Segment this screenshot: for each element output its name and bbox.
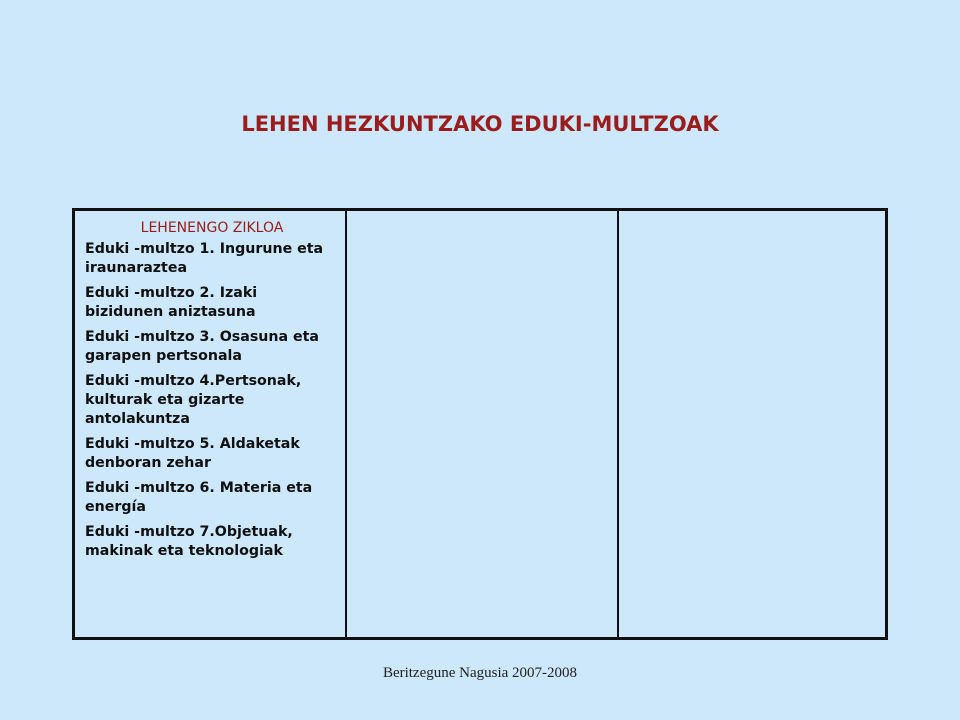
list-item: Eduki -multzo 1. Ingurune eta iraunaraztea (85, 241, 324, 276)
list-item: Eduki -multzo 5. Aldaketak denboran zehar (85, 436, 300, 471)
table-column-empty-third (619, 211, 885, 637)
table-column-first-cycle (75, 211, 347, 637)
cycle-heading: LEHENENGO ZIKLOA (140, 220, 284, 236)
slide-footer: Beritzegune Nagusia 2007-2008 (382, 665, 578, 681)
content-table (72, 208, 888, 640)
list-item: Eduki -multzo 7.Objetuak, makinak eta teknologiak (85, 524, 293, 559)
content-block-list (85, 240, 339, 561)
list-item: Eduki -multzo 2. Izaki bizidunen aniztasuna (85, 285, 258, 320)
list-item: Eduki -multzo 6. Materia eta energía (85, 480, 313, 515)
slide-title: LEHEN HEZKUNTZAKO EDUKI-MULTZOAK (241, 112, 719, 136)
list-item: Eduki -multzo 3. Osasuna eta garapen pertsonala (85, 329, 319, 364)
table-column-empty-second (347, 211, 619, 637)
list-item: Eduki -multzo 4.Pertsonak, kulturak eta gizarte antolakuntza (85, 373, 302, 427)
